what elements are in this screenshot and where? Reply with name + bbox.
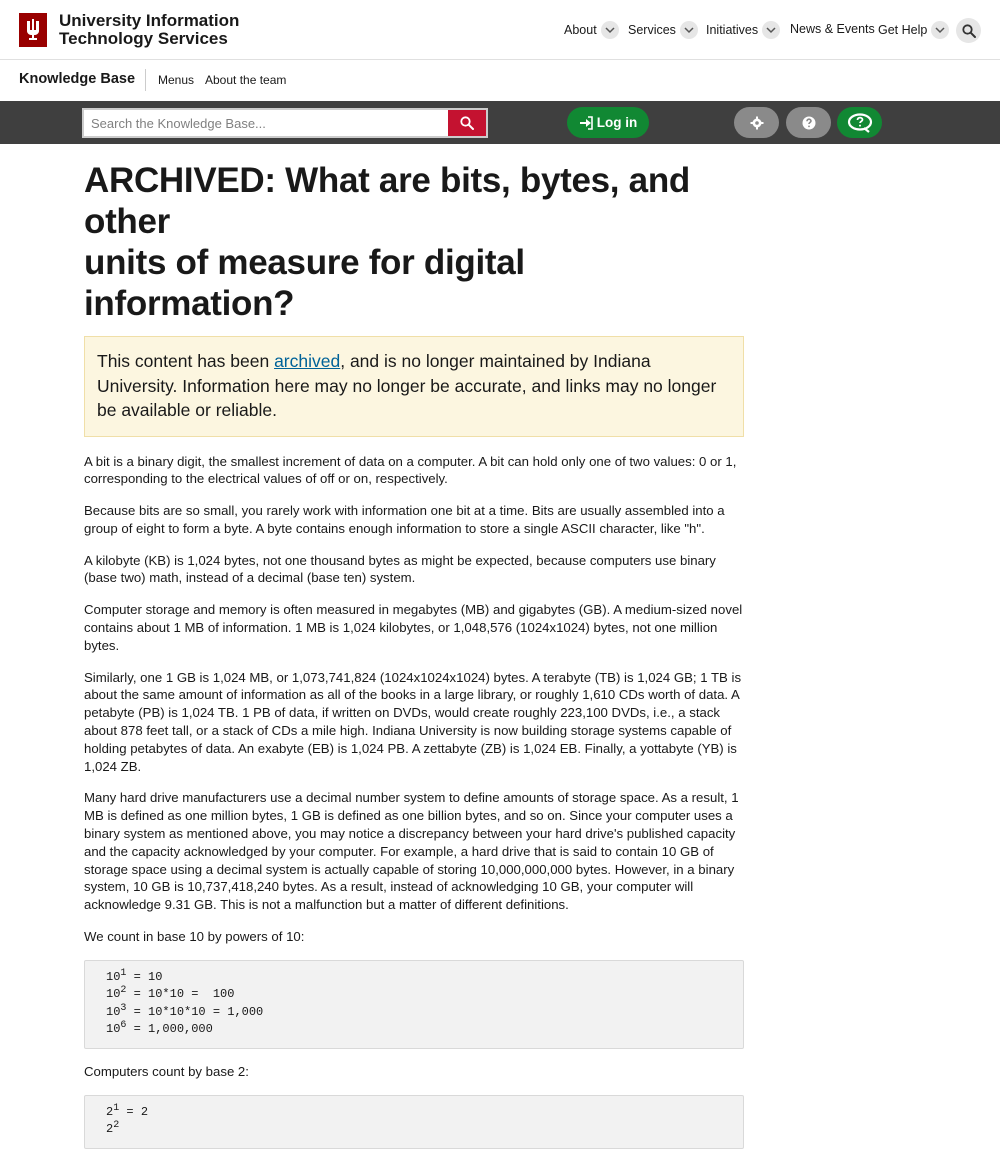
kb-search-box <box>82 108 488 138</box>
site-header <box>0 0 1000 60</box>
chevron-down-icon[interactable] <box>931 21 949 39</box>
page-title <box>84 160 744 324</box>
site-title-line2: Technology Services <box>59 29 228 48</box>
kb-title[interactable]: Knowledge Base <box>19 71 136 87</box>
nav-get-help[interactable] <box>878 20 949 40</box>
chat-button[interactable] <box>837 107 882 138</box>
site-search-button[interactable] <box>956 18 981 43</box>
login-button[interactable] <box>567 107 649 138</box>
kb-divider <box>145 69 146 91</box>
search-icon <box>962 24 976 38</box>
paragraph-megabytes: Computer storage and memory is often measured in megabytes (MB) and gigabytes (GB). A medium-sized novel contains about 1 MB of information. 1 MB is 1,024 kilobytes, or 1,048,576 (1024x1024) bytes, not one million bytes. <box>84 602 743 653</box>
site-title-line1: University Information <box>59 11 240 30</box>
code-line: $10^2 = 10*10 = 100$ <box>106 985 235 1002</box>
search-icon <box>460 116 474 130</box>
question-circle-icon <box>802 116 816 130</box>
kb-search-input[interactable] <box>84 110 450 136</box>
chevron-down-icon[interactable] <box>680 21 698 39</box>
nav-initiatives-label: Initiatives <box>706 23 759 37</box>
paragraph-decimal-vs-binary: Many hard drive manufacturers use a decimal number system to define amounts of storage space. As a result, 1 MB is defined as one million bytes, 1 GB is defined as one billion bytes, and so on. Since your computer uses a binary system as mentioned above, you may notice a discrepancy between your hard drive's published capacity and the capacity acknowledged by your computer. For example, a hard drive that is said to contain 10 GB of storage space using a decimal system is actually capable of storing 10,000,000,000 bytes. However, in a binary system, 10 GB is 10,737,418,240 bytes. As a result, instead of acknowledging 10 GB, your computer will acknowledge 9.31 GB. This is not a malfunction but a matter of different definitions. <box>84 790 739 913</box>
code-line: $10^6 = 1,000,000$ <box>106 1020 213 1037</box>
paragraph-bits: A bit is a binary digit, the smallest increment of data on a computer. A bit can hold only one of two values: 0 or 1, corresponding to the electrical values of off or on, respectively. <box>84 453 737 487</box>
notice-text-before: This content has been <box>97 351 275 371</box>
code-line: $2^2$ <box>106 1120 120 1137</box>
chevron-down-icon[interactable] <box>762 21 780 39</box>
code-line: $2^1 = 2$ <box>106 1102 149 1119</box>
paragraph-bytes: Because bits are so small, you rarely work with information one bit at a time. Bits are usually assembled into a group of eight to form a byte. A byte contains enough information to store a single ASCII character, like "h". <box>84 503 725 536</box>
gear-icon <box>750 116 764 130</box>
kb-link-about-team[interactable]: About the team <box>205 73 287 87</box>
notice-text-after: , and is no longer maintained by Indiana University. Information here may no longer be accurate, and links may no longer be available or reliable. <box>97 351 717 420</box>
nav-services-label: Services <box>628 23 676 37</box>
nav-get-help-label: Get Help <box>878 23 928 37</box>
base10-code-block <box>84 960 744 1049</box>
settings-button[interactable] <box>734 107 779 138</box>
nav-about[interactable] <box>564 20 619 40</box>
chat-question-icon <box>847 113 873 133</box>
page-title-line1: ARCHIVED: What are bits, bytes, and other <box>84 161 690 241</box>
login-label: Log in <box>596 115 638 130</box>
kb-bar <box>0 60 1000 101</box>
nav-initiatives[interactable] <box>706 20 780 40</box>
nav-about-label: About <box>564 23 597 37</box>
code-line: $10^3 = 10*10*10 = 1,000$ <box>106 1002 264 1019</box>
nav-news-events[interactable] <box>790 19 875 39</box>
kb-link-menus[interactable]: Menus <box>158 73 195 87</box>
base10-intro: We count in base 10 by powers of 10: <box>84 929 305 945</box>
archived-link[interactable]: archived <box>274 351 341 371</box>
nav-news-events-label: News & Events <box>790 22 875 36</box>
site-title[interactable] <box>59 12 239 48</box>
paragraph-larger-units: Similarly, one 1 GB is 1,024 MB, or 1,073,741,824 (1024x1024x1024) bytes. A terabyte (TB) is 1,024 GB; 1 TB is about the same amount of information as all of the books in a large library, or roughly 1,610 CDs worth of data. A petabyte (PB) is 1,024 TB. 1 PB of data, if written on DVDs, would create roughly 223,100 DVDs, i.e., a stack about 878 feet tall, or a stack of CDs a mile high. Indiana University is now building storage systems capable of holding petabytes of data. An exabyte (EB) is 1,024 PB. A zettabyte (ZB) is 1,024 EB. Finally, a yottabyte (YB) is 1,024 ZB. <box>84 669 742 774</box>
kb-search-button[interactable] <box>448 110 486 136</box>
code-line: $10^1 = 10$ <box>106 967 163 984</box>
paragraph-kilobyte: A kilobyte (KB) is 1,024 bytes, not one thousand bytes as might be expected, because computers use binary (base two) math, instead of a decimal (base ten) system. <box>84 552 716 586</box>
nav-services[interactable] <box>628 20 698 40</box>
page-title-line2: units of measure for digital information? <box>84 243 525 323</box>
base2-intro: Computers count by base 2: <box>84 1063 249 1079</box>
sign-in-icon <box>579 116 593 130</box>
base2-code-block <box>84 1095 744 1149</box>
help-button[interactable] <box>786 107 831 138</box>
iu-trident-logo[interactable] <box>19 13 47 47</box>
chevron-down-icon[interactable] <box>601 21 619 39</box>
archived-notice <box>84 336 744 437</box>
article <box>84 160 744 1149</box>
